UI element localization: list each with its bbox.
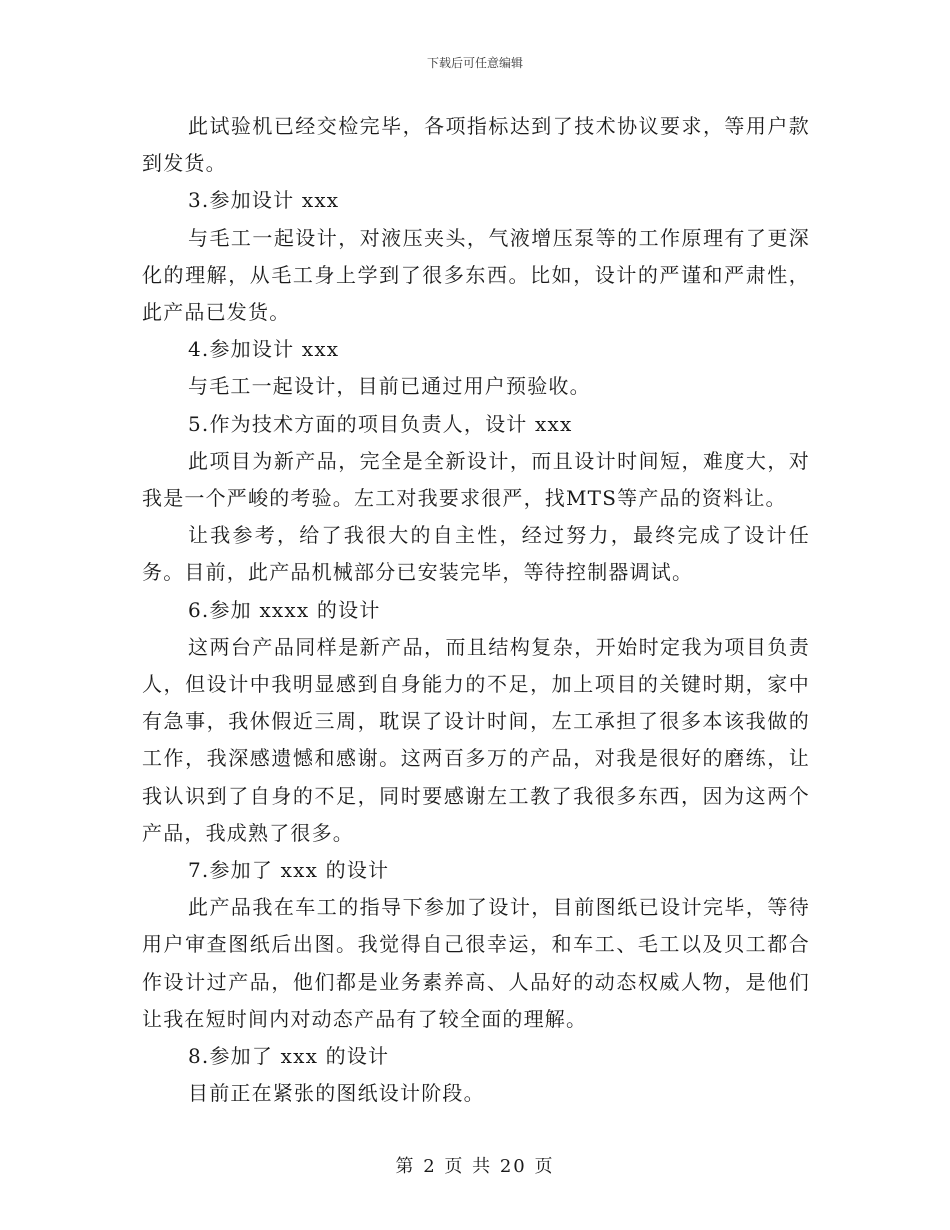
section-heading: 4.参加设计 xxx <box>188 337 340 362</box>
page-number-footer: 第 2 页 共 20 页 <box>395 1156 555 1177</box>
paragraph: 让我参考，给了我很大的自主性，经过努力，最终完成了设计任务。目前，此产品机械部分已安装完毕，等待控制器调试。 <box>142 523 810 585</box>
page-header: 下载后可任意编辑 <box>426 56 523 70</box>
paragraph: 此产品我在车工的指导下参加了设计，目前图纸已设计完毕，等待用户审查图纸后出图。我觉得自己很幸运，和车工、毛工以及贝工都合作设计过产品，他们都是业务素养高、人品好的动态权威人物，是他们让我在短时间内对动态产品有了较全面的理解。 <box>142 895 810 1031</box>
paragraph: 此项目为新产品，完全是全新设计，而且设计时间短，难度大，对我是一个严峻的考验。左工对我要求很严，找MTS等产品的资料让。 <box>142 448 810 511</box>
section-heading: 5.作为技术方面的项目负责人，设计 xxx <box>188 411 573 436</box>
paragraph: 目前正在紧张的图纸设计阶段。 <box>188 1081 485 1106</box>
paragraph: 这两台产品同样是新产品，而且结构复杂，开始时定我为项目负责人，但设计中我明显感到自身能力的不足，加上项目的关键时期，家中有急事，我休假近三周，耽误了设计时间，左工承担了很多本该我做的工作，我深感遗憾和感谢。这两百多万的产品，对我是很好的磨练，让我认识到了自身的不足，同时要感谢左工教了我很多东西，因为这两个产品，我成熟了很多。 <box>142 634 810 845</box>
paragraph: 与毛工一起设计，目前已通过用户预验收。 <box>188 374 591 399</box>
section-heading: 3.参加设计 xxx <box>188 188 340 213</box>
document-body <box>142 108 810 1112</box>
section-heading: 6.参加 xxxx 的设计 <box>188 597 381 622</box>
paragraph: 此试验机已经交检完毕，各项指标达到了技术协议要求，等用户款到发货。 <box>142 114 810 176</box>
paragraph: 与毛工一起设计，对液压夹头，气液增压泵等的工作原理有了更深化的理解，从毛工身上学到了很多东西。比如，设计的严谨和严肃性，此产品已发货。 <box>142 225 810 325</box>
section-heading: 8.参加了 xxx 的设计 <box>188 1044 390 1069</box>
section-heading: 7.参加了 xxx 的设计 <box>188 858 390 883</box>
